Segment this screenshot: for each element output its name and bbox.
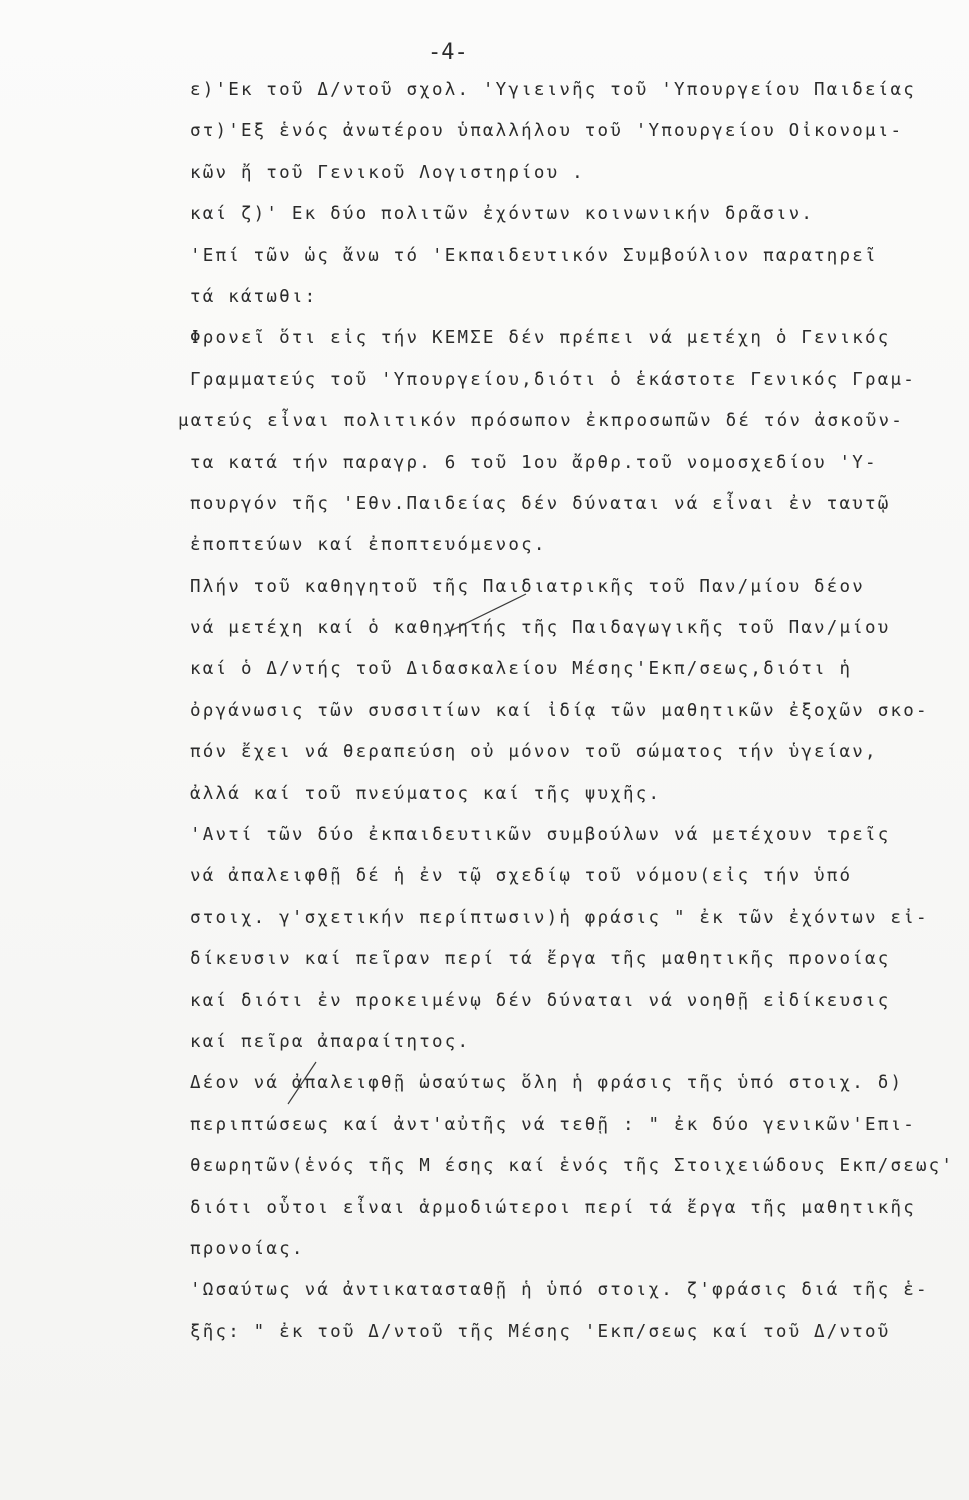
body-text — [0, 70, 969, 1353]
text-line-10: τα κατά τήν παραγρ. 6 τοῦ 1ου ἄρθρ.τοῦ νομοσχεδίου 'Υ- — [190, 452, 878, 473]
text-line-29: προνοίας. — [190, 1238, 305, 1259]
text-line-27: θεωρητῶν(ἑνός τῆς Μ έσης καί ἑνός τῆς Στοιχειώδους Εκπ/σεως' — [190, 1156, 955, 1177]
text-line-30: 'Ωσαύτως νά ἀντικατασταθῇ ἡ ὑπό στοιχ. ζ'φράσις διά τῆς ἑ- — [190, 1280, 929, 1301]
pen-strike-mark — [440, 590, 530, 640]
text-line-28: διότι οὗτοι εἶναι ἁρμοδιώτεροι περί τά ἔργα τῆς μαθητικῆς — [190, 1197, 916, 1218]
text-line-3: κῶν ἤ τοῦ Γενικοῦ Λογιστηρίου . — [190, 162, 585, 183]
text-line-16: ὀργάνωσις τῶν συσσιτίων καί ἰδίᾳ τῶν μαθητικῶν ἐξοχῶν σκο- — [190, 700, 929, 721]
text-line-24: καί πεῖρα ἀπαραίτητος. — [190, 1031, 471, 1052]
text-line-19: 'Αντί τῶν δύο ἐκπαιδευτικῶν συμβούλων νά μετέχουν τρεῖς — [190, 825, 891, 846]
text-line-9: ματεύς εἶναι πολιτικόν πρόσωπον ἐκπροσωπῶν δέ τόν ἀσκοῦν- — [178, 411, 904, 432]
text-line-21: στοιχ. γ'σχετικήν περίπτωσιν)ἡ φράσις " ἐκ τῶν ἐχόντων εἰ- — [190, 907, 929, 928]
text-line-15: καί ὁ Δ/ντής τοῦ Διδασκαλείου Μέσης'Εκπ/σεως,διότι ἡ — [190, 659, 853, 680]
text-line-18: ἀλλά καί τοῦ πνεύματος καί τῆς ψυχῆς. — [190, 783, 662, 804]
text-line-17: πόν ἔχει νά θεραπεύση οὐ μόνον τοῦ σώματος τήν ὑγείαν, — [190, 742, 878, 763]
text-line-2: στ)'Εξ ἑνός ἀνωτέρου ὑπαλλήλου τοῦ 'Υπουργείου Οἰκονομι- — [190, 121, 904, 142]
text-line-13: Πλήν τοῦ καθηγητοῦ τῆς Παιδιατρικῆς τοῦ Παν/μίου δέον — [190, 576, 866, 597]
text-line-14: νά μετέχη καί ὁ καθηγητής τῆς Παιδαγωγικῆς τοῦ Παν/μίου — [190, 618, 891, 639]
text-line-22: δίκευσιν καί πεῖραν περί τά ἔργα τῆς μαθητικῆς προνοίας — [190, 949, 891, 970]
text-line-4: καί ζ)' Εκ δύο πολιτῶν ἐχόντων κοινωνικήν δρᾶσιν. — [190, 204, 815, 225]
page-number: -4- — [428, 40, 468, 65]
text-line-6: τά κάτωθι: — [190, 286, 318, 307]
text-line-23: καί διότι ἐν προκειμένῳ δέν δύναται νά νοηθῇ εἰδίκευσις — [190, 990, 891, 1011]
text-line-25: Δέον νά ἀπαλειφθῇ ὡσαύτως ὅλη ἡ φράσις τῆς ὑπό στοιχ. δ) — [190, 1073, 904, 1094]
text-line-26: περιπτώσεως καί ἀντ'αὐτῆς νά τεθῇ : " ἐκ δύο γενικῶν'Επι- — [190, 1114, 916, 1135]
text-line-7: Φρονεῖ ὅτι εἰς τήν ΚΕΜΣΕ δέν πρέπει νά μετέχη ὁ Γενικός — [190, 328, 891, 349]
text-line-20: νά ἀπαλειφθῇ δέ ἡ ἐν τῷ σχεδίῳ τοῦ νόμου(εἰς τήν ὑπό — [190, 866, 853, 887]
text-line-8: Γραμματεύς τοῦ 'Υπουργείου,διότι ὁ ἑκάστοτε Γενικός Γραμ- — [190, 369, 916, 390]
text-line-5: 'Επί τῶν ὡς ἄνω τό 'Εκπαιδευτικόν Συμβούλιον παρατηρεῖ — [190, 245, 878, 266]
pen-slash-mark — [282, 1058, 322, 1108]
text-line-12: ἐποπτεύων καί ἐποπτευόμενος. — [190, 535, 547, 556]
text-line-11: πουργόν τῆς 'Εθν.Παιδείας δέν δύναται νά εἶναι ἐν ταυτῷ — [190, 493, 891, 514]
text-line-1: ε)'Εκ τοῦ Δ/ντοῦ σχολ. 'Υγιεινῆς τοῦ 'Υπουργείου Παιδείας — [190, 80, 916, 100]
text-line-31: ξῆς: " ἐκ τοῦ Δ/ντοῦ τῆς Μέσης 'Εκπ/σεως καί τοῦ Δ/ντοῦ — [190, 1321, 891, 1342]
